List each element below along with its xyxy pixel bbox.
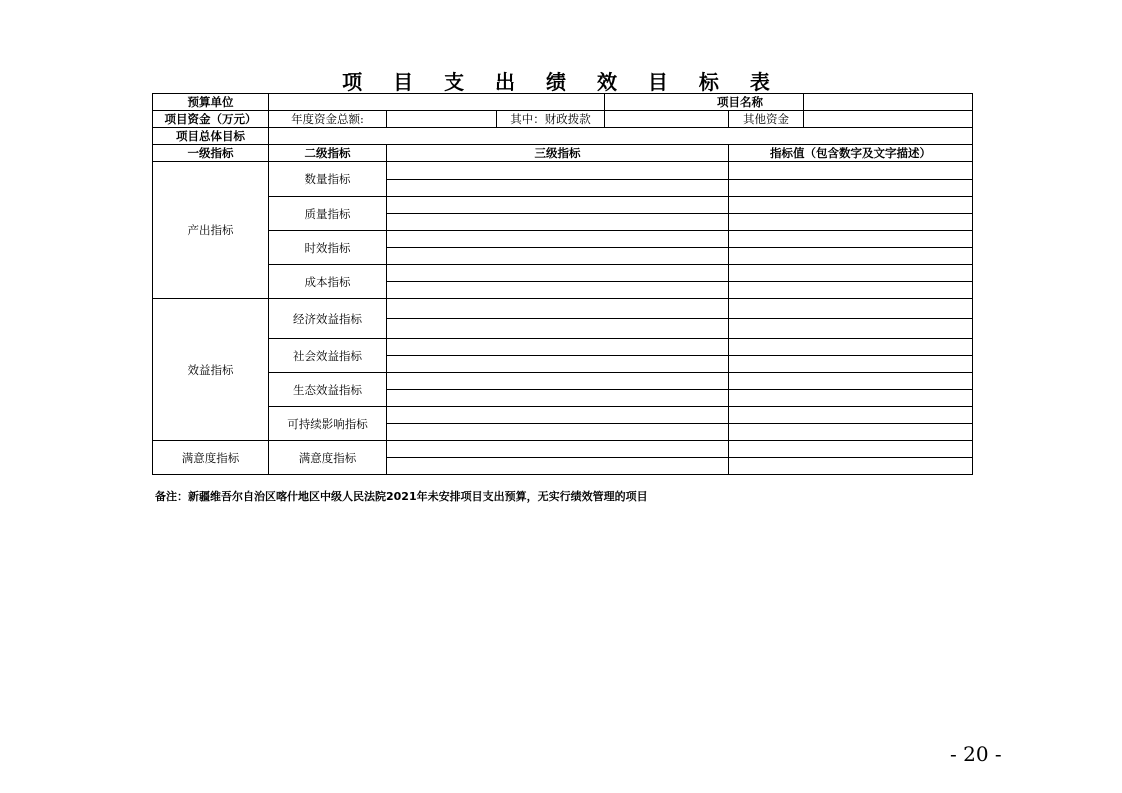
level3-cell xyxy=(387,319,729,339)
project-name-value xyxy=(804,94,973,111)
value-cell xyxy=(729,180,973,197)
level3-cell xyxy=(387,458,729,475)
level3-cell xyxy=(387,162,729,180)
budget-unit-label: 预算单位 xyxy=(153,94,269,111)
table-title: 项 目 支 出 绩 效 目 标 表 xyxy=(342,70,782,94)
page-number: - 20 - xyxy=(950,742,1002,766)
level3-cell xyxy=(387,339,729,356)
fiscal-appropriation-label: 其中：财政拨款 xyxy=(497,111,605,128)
annual-total-value xyxy=(387,111,497,128)
performance-target-table xyxy=(152,93,973,475)
sub-indicator-label: 满意度指标 xyxy=(269,441,387,475)
column-header-level1: 一级指标 xyxy=(153,145,269,162)
level3-cell xyxy=(387,441,729,458)
group-label: 产出指标 xyxy=(153,162,269,299)
value-cell xyxy=(729,390,973,407)
level3-cell xyxy=(387,180,729,197)
sub-indicator-label: 生态效益指标 xyxy=(269,373,387,407)
other-funds-label: 其他资金 xyxy=(729,111,804,128)
value-cell xyxy=(729,424,973,441)
value-cell xyxy=(729,356,973,373)
column-header-value: 指标值（包含数字及文字描述） xyxy=(729,145,973,162)
value-cell xyxy=(729,248,973,265)
value-cell xyxy=(729,231,973,248)
value-cell xyxy=(729,373,973,390)
other-funds-value xyxy=(804,111,973,128)
value-cell xyxy=(729,319,973,339)
sub-indicator-label: 数量指标 xyxy=(269,162,387,197)
level3-cell xyxy=(387,231,729,248)
sub-indicator-label: 时效指标 xyxy=(269,231,387,265)
value-cell xyxy=(729,441,973,458)
project-funds-label: 项目资金（万元） xyxy=(153,111,269,128)
sub-indicator-label: 质量指标 xyxy=(269,197,387,231)
column-header-level2: 二级指标 xyxy=(269,145,387,162)
level3-cell xyxy=(387,373,729,390)
column-header-level3: 三级指标 xyxy=(387,145,729,162)
annual-total-label: 年度资金总额: xyxy=(269,111,387,128)
level3-cell xyxy=(387,407,729,424)
value-cell xyxy=(729,214,973,231)
value-cell xyxy=(729,282,973,299)
footnote: 备注：新疆维吾尔自治区喀什地区中级人民法院2021年未安排项目支出预算，无实行绩效管理的项目 xyxy=(155,490,648,503)
overall-goal-label: 项目总体目标 xyxy=(153,128,269,145)
value-cell xyxy=(729,162,973,180)
value-cell xyxy=(729,299,973,319)
level3-cell xyxy=(387,265,729,282)
level3-cell xyxy=(387,390,729,407)
project-name-label: 项目名称 xyxy=(605,94,804,111)
fiscal-appropriation-value xyxy=(605,111,729,128)
level3-cell xyxy=(387,248,729,265)
group-label: 满意度指标 xyxy=(153,441,269,475)
level3-cell xyxy=(387,299,729,319)
level3-cell xyxy=(387,282,729,299)
sub-indicator-label: 可持续影响指标 xyxy=(269,407,387,441)
sub-indicator-label: 经济效益指标 xyxy=(269,299,387,339)
value-cell xyxy=(729,458,973,475)
value-cell xyxy=(729,265,973,282)
level3-cell xyxy=(387,214,729,231)
budget-unit-value xyxy=(269,94,605,111)
level3-cell xyxy=(387,356,729,373)
level3-cell xyxy=(387,197,729,214)
value-cell xyxy=(729,407,973,424)
group-label: 效益指标 xyxy=(153,299,269,441)
level3-cell xyxy=(387,424,729,441)
sub-indicator-label: 社会效益指标 xyxy=(269,339,387,373)
sub-indicator-label: 成本指标 xyxy=(269,265,387,299)
value-cell xyxy=(729,339,973,356)
value-cell xyxy=(729,197,973,214)
overall-goal-value xyxy=(269,128,973,145)
